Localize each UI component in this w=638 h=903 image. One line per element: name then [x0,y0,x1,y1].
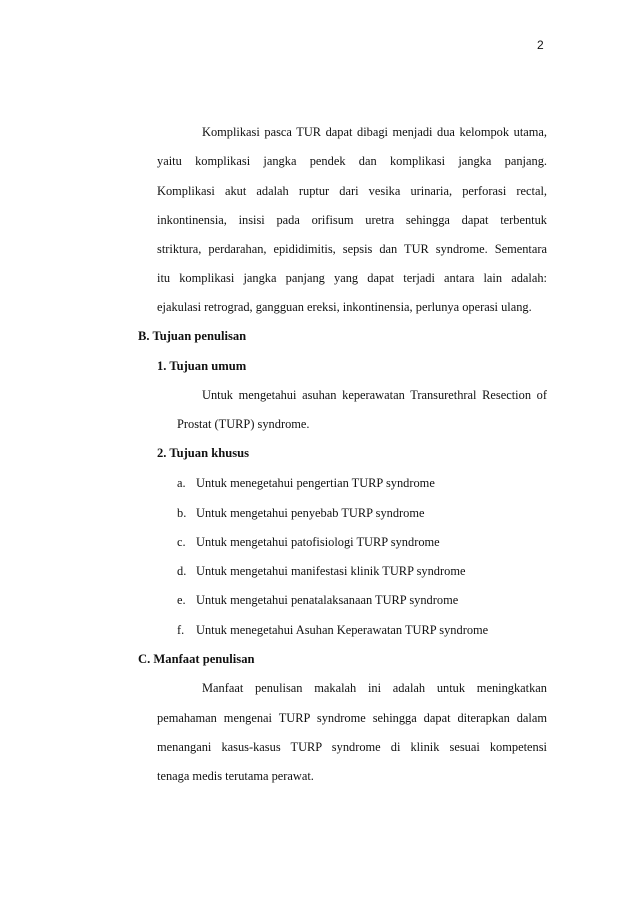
list-marker: c. [177,535,186,549]
section-b-sub1-heading: 1. Tujuan umum [157,359,247,373]
list-text: Untuk mengetahui penyebab TURP syndrome [196,506,425,520]
list-text: Untuk mengetahui patofisiologi TURP syndrome [196,535,440,549]
list-item [177,475,435,491]
list-text: Untuk mengetahui manifestasi klinik TURP syndrome [196,564,466,578]
section-c-heading: C. Manfaat penulisan [138,652,255,666]
list-item [177,505,425,521]
sub1-paragraph-line-1: Untuk mengetahui asuhan keperawatan Transurethral Resection of [202,388,547,402]
sub1-paragraph-line-2: Prostat (TURP) syndrome. [177,417,310,431]
section-c-line-1: Manfaat penulisan makalah ini adalah untuk meningkatkan [202,681,547,695]
list-marker: a. [177,476,186,490]
list-marker: e. [177,593,186,607]
intro-line-6: itu komplikasi jangka panjang yang dapat terjadi antara lain adalah: [157,271,547,285]
section-b-sub2-heading: 2. Tujuan khusus [157,446,250,460]
page-number: 2 [537,38,544,52]
intro-line-3: Komplikasi akut adalah ruptur dari vesika urinaria, perforasi rectal, [157,184,547,198]
list-marker: d. [177,564,187,578]
list-text: Untuk mengetahui penatalaksanaan TURP syndrome [196,593,459,607]
intro-line-7: ejakulasi retrograd, gangguan ereksi, inkontinensia, perlunya operasi ulang. [157,300,532,314]
section-c-line-4: tenaga medis terutama perawat. [157,769,314,783]
list-item [177,622,488,638]
list-item [177,592,458,608]
intro-line-4: inkontinensia, insisi pada orifisum uretra sehingga dapat terbentuk [157,213,547,227]
list-item [177,534,440,550]
section-c-line-2: pemahaman mengenai TURP syndrome sehingga dapat diterapkan dalam [157,711,547,725]
list-text: Untuk menegetahui pengertian TURP syndrome [196,476,435,490]
list-marker: b. [177,506,187,520]
list-text: Untuk menegetahui Asuhan Keperawatan TURP syndrome [196,623,489,637]
section-b-heading: B. Tujuan penulisan [138,329,247,343]
list-item [177,563,465,579]
section-c-line-3: menangani kasus-kasus TURP syndrome di klinik sesuai kompetensi [157,740,547,754]
intro-line-5: striktura, perdarahan, epididimitis, sepsis dan TUR syndrome. Sementara [157,242,547,256]
intro-line-1: Komplikasi pasca TUR dapat dibagi menjadi dua kelompok utama, [202,125,547,139]
list-marker: f. [177,623,185,637]
intro-line-2: yaitu komplikasi jangka pendek dan komplikasi jangka panjang. [157,154,547,168]
